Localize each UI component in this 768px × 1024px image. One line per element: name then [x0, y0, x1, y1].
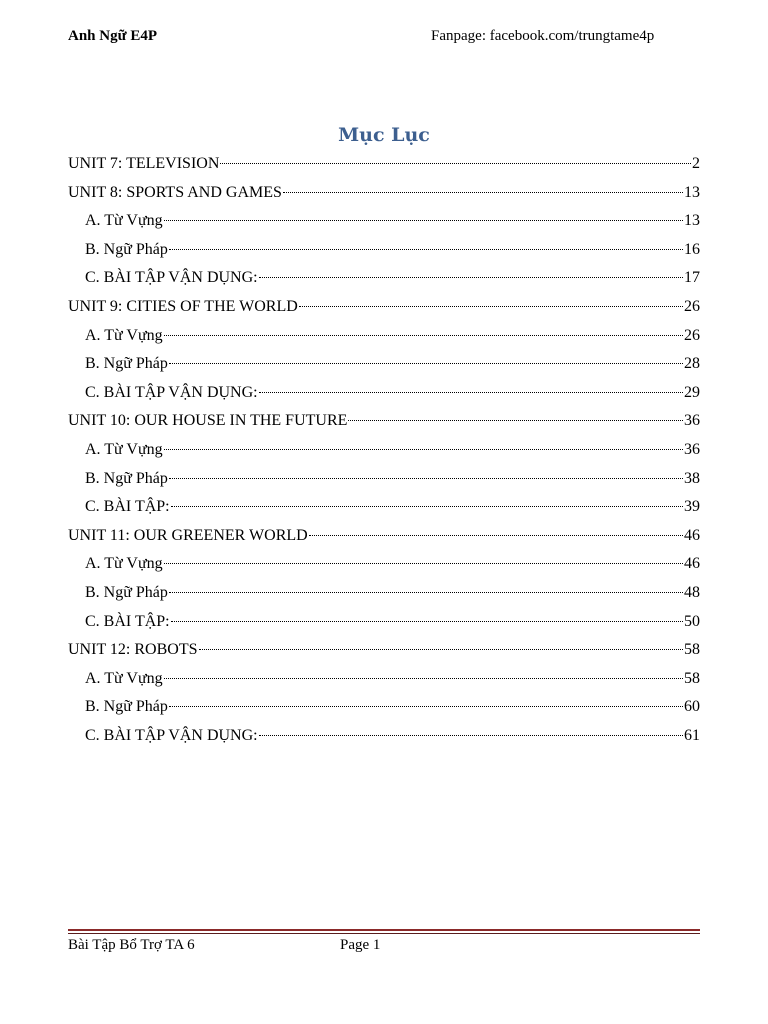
toc-title: Mục Lục: [338, 124, 430, 146]
toc-entry[interactable]: [68, 665, 700, 694]
toc-entry-page: 26: [684, 326, 700, 344]
toc-entry-page: 13: [684, 183, 700, 201]
toc-entry-page: 13: [684, 212, 700, 230]
footer-page-number: Page 1: [340, 937, 381, 953]
toc-entry[interactable]: [68, 322, 700, 351]
toc-entry[interactable]: [68, 236, 700, 265]
toc-entry-page: 17: [684, 269, 700, 287]
toc-entry-page: 2: [692, 155, 700, 172]
toc-dot-leader: [171, 506, 683, 507]
toc-entry[interactable]: [68, 550, 700, 579]
toc-entry-label: UNIT 8: SPORTS AND GAMES: [68, 183, 282, 201]
toc-entry-page: 61: [684, 726, 700, 744]
toc-dot-leader: [259, 277, 683, 278]
page-header: [68, 28, 768, 48]
toc-entry[interactable]: [68, 150, 700, 179]
toc-entry-label: B. Ngữ Pháp: [85, 583, 168, 601]
header-brand: Anh Ngữ E4P: [68, 28, 158, 44]
toc-entry-page: 28: [684, 355, 700, 373]
toc-entry-label: C. BÀI TẬP VẬN DỤNG:: [85, 383, 258, 401]
toc-dot-leader: [259, 392, 683, 393]
toc-entry-label: A. Từ Vựng: [85, 326, 163, 344]
toc-entry-page: 36: [684, 412, 700, 430]
toc-entry-label: A. Từ Vựng: [85, 555, 163, 573]
toc-dot-leader: [164, 220, 683, 221]
toc-entry-page: 46: [684, 555, 700, 573]
toc-dot-leader: [171, 621, 683, 622]
toc-entry[interactable]: [68, 608, 700, 637]
footer-divider-thin: [68, 933, 700, 934]
footer-book-title: Bài Tập Bổ Trợ TA 6: [68, 937, 195, 953]
toc-entry-label: C. BÀI TẬP VẬN DỤNG:: [85, 269, 258, 287]
toc-entry[interactable]: [68, 493, 700, 522]
toc-entry-label: B. Ngữ Pháp: [85, 698, 168, 716]
toc-entry-page: 29: [684, 383, 700, 401]
toc-entry[interactable]: [68, 693, 700, 722]
toc-entry-page: 26: [684, 297, 700, 315]
toc-dot-leader: [299, 306, 683, 307]
toc-entry[interactable]: [68, 436, 700, 465]
toc-dot-leader: [259, 735, 683, 736]
toc-entry[interactable]: [68, 465, 700, 494]
toc-entry-page: 58: [684, 669, 700, 687]
footer-divider: [68, 929, 700, 931]
toc-entry-page: 60: [684, 698, 700, 716]
toc-entry[interactable]: [68, 293, 700, 322]
toc-dot-leader: [164, 449, 683, 450]
toc-dot-leader: [169, 478, 683, 479]
header-fanpage: Fanpage: facebook.com/trungtame4p: [431, 28, 655, 44]
toc-entry-label: A. Từ Vựng: [85, 212, 163, 230]
toc-entry[interactable]: [68, 179, 700, 208]
toc-dot-leader: [309, 535, 683, 536]
toc-dot-leader: [164, 563, 683, 564]
toc-entry-label: B. Ngữ Pháp: [85, 240, 168, 258]
toc-entry[interactable]: [68, 722, 700, 751]
toc-dot-leader: [169, 363, 683, 364]
toc-entry-label: UNIT 11: OUR GREENER WORLD: [68, 526, 308, 544]
toc-entry-label: UNIT 12: ROBOTS: [68, 641, 198, 659]
toc-entry-label: UNIT 10: OUR HOUSE IN THE FUTURE: [68, 412, 348, 430]
toc-entry-label: A. Từ Vựng: [85, 669, 163, 687]
toc-entry-page: 58: [684, 641, 700, 659]
toc-entry-label: UNIT 7: TELEVISION: [68, 155, 220, 172]
toc-dot-leader: [164, 335, 683, 336]
toc-entry-label: C. BÀI TẬP VẬN DỤNG:: [85, 726, 258, 744]
toc-dot-leader: [169, 592, 683, 593]
toc-entry-label: UNIT 9: CITIES OF THE WORLD: [68, 297, 298, 315]
toc-entry-page: 50: [684, 612, 700, 630]
toc-entry[interactable]: [68, 350, 700, 379]
toc-entry-label: C. BÀI TẬP:: [85, 612, 170, 630]
toc-entry-page: 39: [684, 498, 700, 516]
toc-entry[interactable]: [68, 207, 700, 236]
toc-dot-leader: [348, 420, 683, 421]
toc-dot-leader: [169, 706, 683, 707]
toc-entry-page: 46: [684, 526, 700, 544]
toc-entry[interactable]: [68, 579, 700, 608]
toc-entry-label: B. Ngữ Pháp: [85, 355, 168, 373]
toc-entry-page: 38: [684, 469, 700, 487]
toc-dot-leader: [283, 192, 683, 193]
toc-entry-label: B. Ngữ Pháp: [85, 469, 168, 487]
toc-entry-label: A. Từ Vựng: [85, 440, 163, 458]
table-of-contents: [68, 150, 700, 750]
toc-entry-page: 36: [684, 440, 700, 458]
toc-dot-leader: [199, 649, 684, 650]
toc-entry[interactable]: [68, 407, 700, 436]
toc-entry[interactable]: [68, 379, 700, 408]
toc-dot-leader: [164, 678, 683, 679]
toc-entry[interactable]: [68, 522, 700, 551]
toc-dot-leader: [220, 163, 691, 164]
toc-entry[interactable]: [68, 636, 700, 665]
toc-entry[interactable]: [68, 264, 700, 293]
toc-dot-leader: [169, 249, 683, 250]
toc-entry-page: 16: [684, 240, 700, 258]
toc-entry-page: 48: [684, 583, 700, 601]
toc-entry-label: C. BÀI TẬP:: [85, 498, 170, 516]
